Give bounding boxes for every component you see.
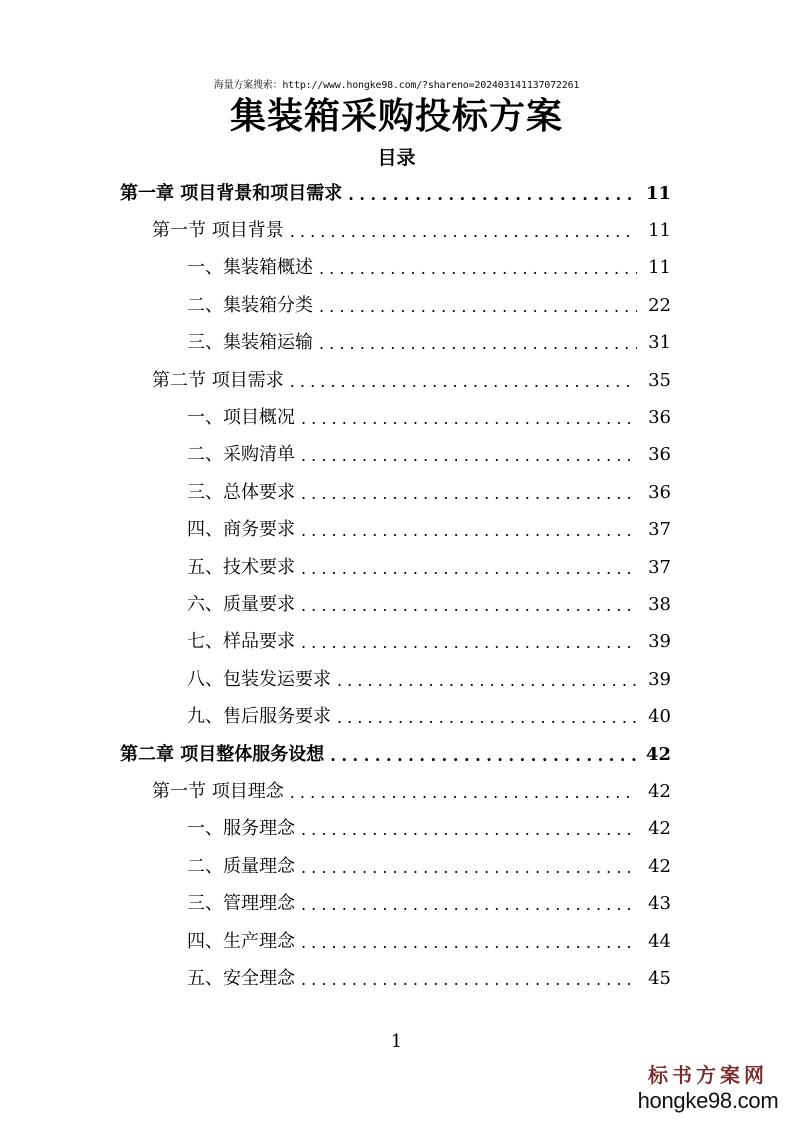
toc-dot-leader bbox=[301, 893, 637, 917]
toc-entry[interactable] bbox=[0, 773, 793, 810]
toc-entry-label: 二、集装箱分类 bbox=[187, 294, 313, 316]
toc-dot-leader bbox=[301, 482, 637, 506]
toc-dot-leader bbox=[301, 968, 637, 992]
toc-dot-leader bbox=[348, 183, 637, 207]
toc-entry[interactable] bbox=[0, 399, 793, 436]
toc-dot-leader bbox=[337, 706, 637, 730]
toc-dot-leader bbox=[301, 557, 637, 581]
toc-entry[interactable] bbox=[0, 250, 793, 287]
toc-entry-label: 三、总体要求 bbox=[187, 481, 295, 503]
toc-entry-label: 五、技术要求 bbox=[187, 556, 295, 578]
toc-entry-label: 一、服务理念 bbox=[187, 818, 295, 840]
watermark-cn-text: 标书方案网 bbox=[648, 1063, 768, 1087]
toc-dot-leader bbox=[330, 744, 637, 768]
toc-entry-label: 第一节 项目理念 bbox=[152, 780, 284, 802]
toc-dot-leader bbox=[301, 818, 637, 842]
toc-entry-page: 11 bbox=[648, 220, 671, 242]
toc-entry[interactable] bbox=[0, 923, 793, 960]
toc-entry-page: 42 bbox=[648, 818, 671, 840]
toc-entry-page: 11 bbox=[645, 182, 671, 204]
toc-entry[interactable] bbox=[0, 325, 793, 362]
toc-entry[interactable] bbox=[0, 287, 793, 324]
toc-entry[interactable] bbox=[0, 960, 793, 997]
toc-entry[interactable] bbox=[0, 736, 793, 773]
toc-entry-page: 36 bbox=[648, 407, 671, 429]
toc-entry-label: 八、包装发运要求 bbox=[187, 668, 331, 690]
toc-entry-page: 37 bbox=[648, 556, 671, 578]
toc-entry-label: 第二章 项目整体服务设想 bbox=[120, 743, 325, 765]
toc-entry-label: 三、集装箱运输 bbox=[187, 332, 313, 354]
toc-entry-page: 45 bbox=[648, 967, 671, 989]
toc-entry-label: 一、集装箱概述 bbox=[187, 257, 313, 279]
watermark-logo bbox=[633, 1062, 783, 1114]
toc-entry-label: 四、生产理念 bbox=[187, 930, 295, 952]
toc-entry-page: 40 bbox=[648, 706, 671, 728]
toc-dot-leader bbox=[301, 856, 637, 880]
toc-dot-leader bbox=[301, 407, 637, 431]
toc-entry-page: 39 bbox=[648, 631, 671, 653]
toc-entry-page: 22 bbox=[648, 294, 671, 316]
toc-dot-leader bbox=[301, 631, 637, 655]
toc-entry-label: 三、管理理念 bbox=[187, 893, 295, 915]
toc-entry[interactable] bbox=[0, 885, 793, 922]
toc-entry-label: 四、商务要求 bbox=[187, 519, 295, 541]
toc-heading: 目录 bbox=[377, 147, 416, 169]
table-of-contents bbox=[0, 175, 793, 998]
toc-entry[interactable] bbox=[0, 549, 793, 586]
toc-entry-page: 38 bbox=[648, 593, 671, 615]
toc-entry-label: 六、质量要求 bbox=[187, 593, 295, 615]
toc-entry-label: 第一节 项目背景 bbox=[152, 220, 284, 242]
page-number: 1 bbox=[390, 1031, 403, 1052]
toc-entry-page: 43 bbox=[648, 893, 671, 915]
toc-entry-label: 第二节 项目需求 bbox=[152, 369, 284, 391]
toc-dot-leader bbox=[319, 332, 637, 356]
watermark-url-text: hongke98.com bbox=[637, 1088, 779, 1113]
toc-entry-page: 39 bbox=[648, 668, 671, 690]
toc-entry-label: 七、样品要求 bbox=[187, 631, 295, 653]
toc-dot-leader bbox=[301, 931, 637, 955]
toc-entry-page: 31 bbox=[648, 332, 671, 354]
toc-entry-page: 42 bbox=[648, 855, 671, 877]
toc-entry[interactable] bbox=[0, 474, 793, 511]
toc-dot-leader bbox=[319, 257, 637, 281]
toc-entry-page: 11 bbox=[648, 257, 671, 279]
toc-entry[interactable] bbox=[0, 362, 793, 399]
toc-entry-page: 42 bbox=[648, 780, 671, 802]
toc-dot-leader bbox=[301, 519, 637, 543]
toc-dot-leader bbox=[290, 781, 637, 805]
toc-entry[interactable] bbox=[0, 811, 793, 848]
toc-dot-leader bbox=[290, 220, 637, 244]
toc-entry[interactable] bbox=[0, 661, 793, 698]
toc-entry[interactable] bbox=[0, 512, 793, 549]
toc-entry-page: 36 bbox=[648, 481, 671, 503]
header-search-note: 海量方案搜索：http://www.hongke98.com/?shareno=202403141137072261 bbox=[213, 80, 580, 91]
toc-entry-label: 二、采购清单 bbox=[187, 444, 295, 466]
toc-entry[interactable] bbox=[0, 212, 793, 249]
toc-entry-label: 五、安全理念 bbox=[187, 967, 295, 989]
toc-dot-leader bbox=[301, 444, 637, 468]
toc-entry-label: 一、项目概况 bbox=[187, 407, 295, 429]
toc-dot-leader bbox=[290, 370, 637, 394]
toc-entry-label: 二、质量理念 bbox=[187, 855, 295, 877]
toc-entry-label: 第一章 项目背景和项目需求 bbox=[120, 182, 343, 204]
toc-entry[interactable] bbox=[0, 624, 793, 661]
toc-entry[interactable] bbox=[0, 848, 793, 885]
toc-entry[interactable] bbox=[0, 586, 793, 623]
toc-entry[interactable] bbox=[0, 698, 793, 735]
document-title: 集装箱采购投标方案 bbox=[229, 95, 563, 137]
toc-entry-page: 42 bbox=[645, 743, 671, 765]
toc-entry-page: 35 bbox=[648, 369, 671, 391]
toc-dot-leader bbox=[301, 594, 637, 618]
toc-entry-page: 36 bbox=[648, 444, 671, 466]
toc-entry[interactable] bbox=[0, 437, 793, 474]
toc-dot-leader bbox=[337, 669, 637, 693]
toc-entry[interactable] bbox=[0, 175, 793, 212]
toc-entry-page: 37 bbox=[648, 519, 671, 541]
toc-entry-page: 44 bbox=[648, 930, 671, 952]
toc-entry-label: 九、售后服务要求 bbox=[187, 706, 331, 728]
toc-dot-leader bbox=[319, 295, 637, 319]
